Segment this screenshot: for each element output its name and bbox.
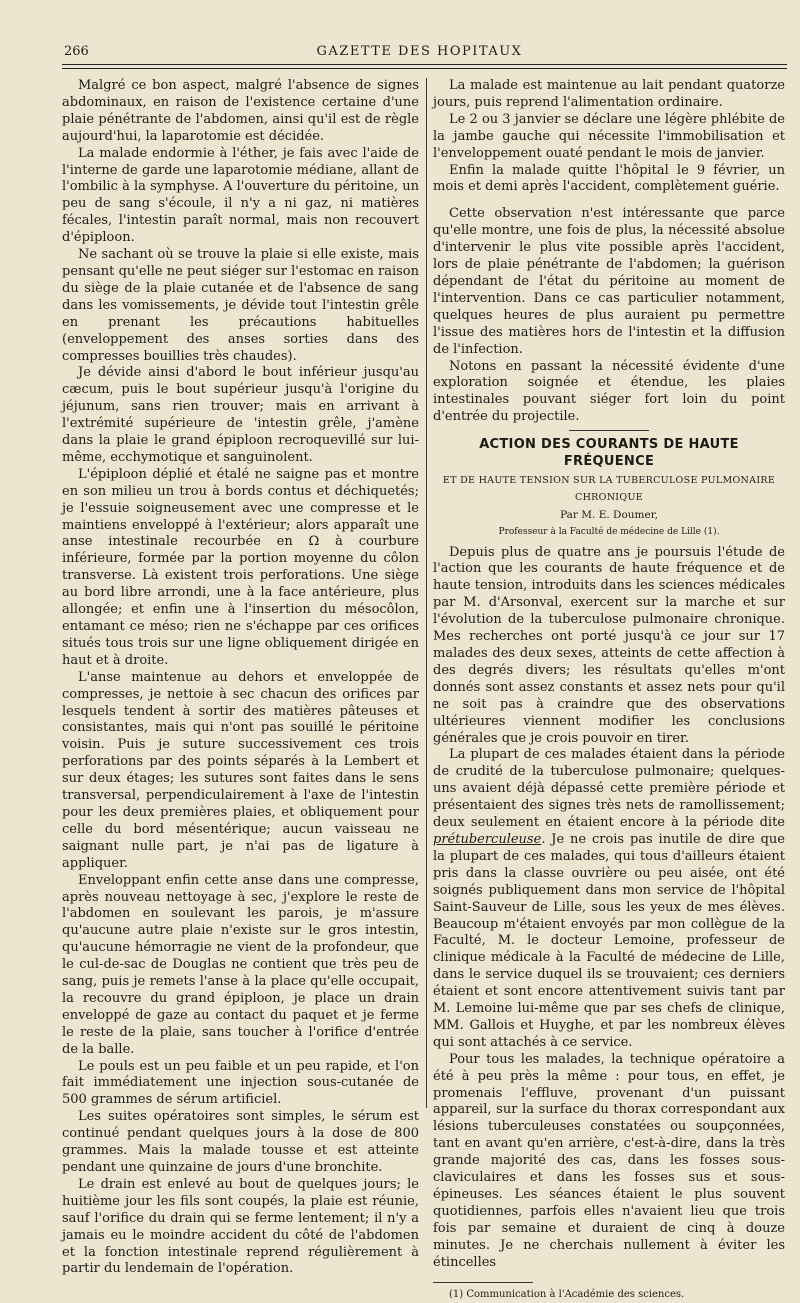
article-title: ACTION DES COURANTS DE HAUTE FRÉQUENCE	[479, 437, 739, 470]
article-author: Par M. E. Doumer,	[560, 508, 658, 521]
footnote: (1) Communication à l'Académie des sciences.	[449, 1288, 685, 1300]
paragraph: La malade endormie à l'éther, je fais avec l'aide de l'interne de garde une laparotomie médiane, allant de l'ombilic à la symphyse. A l'ouverture du péritoine, un peu de sang s'écoule, il n'y a ni gaz, ni matières fécales, l'intestin paraît normal, mais non recouvert d'épiploon.	[62, 145, 419, 246]
paragraph: L'anse maintenue au dehors et enveloppée de compresses, je nettoie à sec chacun des orifices par lesquels tendent à sortir des matières pâteuses et consistantes, mais qui n'ont pas souillé le péritoine voisin. Puis je suture successivement ces trois perforations par des points séparés à la Lembert et sur deux étages; les sutures sont faites dans le sens transversal, perpendiculairement à l'axe de l'intestin pour les deux premières plaies, et obliquement pour celle du bord mésentérique; aucun vaisseau ne saignant nulle part, je n'ai pas de ligature à appliquer.	[62, 669, 419, 871]
page-header	[52, 38, 787, 58]
paragraph: Malgré ce bon aspect, malgré l'absence de signes abdominaux, en raison de l'existence certaine d'une plaie pénétrante de l'abdomen, ainsi qu'il est de règle aujourd'hui, la laparotomie est décidée.	[62, 78, 419, 144]
journal-title: GAZETTE DES HOPITAUX	[316, 44, 523, 59]
paragraph: Notons en passant la nécessité évidente d'une exploration soignée et étendue, les plaies intestinales pouvant siéger fort loin du point d'entrée du projectile.	[433, 358, 785, 425]
text-run: . Je ne crois pas inutile de dire que la plupart de ces malades, qui tous d'ailleurs étaient pris dans la classe ouvrière ou peu aisée, ont été soignés publiquement dans mon service de l'hôpital Saint-Sauveur de Lille, sous les yeux de mes élèves. Beaucoup m'étaient envoyés par mon collègue de la Faculté, M. le docteur Lemoine, professeur de clinique médicale à la Faculté de médecine de Lille, dans le service duquel ils se trouvaient; ces derniers étaient et sont encore attentivement suivis tant par M. Lemoine lui-même que par ses chefs de clinique, MM. Gallois et Huyghe, et par les nombreux élèves qui sont attachés à ce service.	[433, 831, 785, 1050]
paragraph: Je dévide ainsi d'abord le bout inférieur jusqu'au cæcum, puis le bout supérieur jusqu'à l'origine du jéjunum, sans rien trouver; mais en arrivant à l'extrémité supérieure de 'intestin grêle, j'amène dans la plaie le grand épiploon recroquevillé sur lui-même, ecchymotique et sanguinolent.	[62, 365, 419, 465]
section-spacer	[433, 196, 785, 206]
paragraph: Enveloppant enfin cette anse dans une compresse, après nouveau nettoyage à sec, j'explore le reste de l'abdomen en soulevant les parois, je m'assure qu'aucune autre plaie n'existe sur le gros intestin, qu'aucune hémorragie ne vient de la profondeur, que le cul-de-sac de Douglas ne contient que très peu de sang, puis je remets l'anse à la place qu'elle occupait, la recouvre du grand épiploon, je place un drain enveloppé de gaze au contact du paquet et je ferme le reste de la plaie, sans toucher à l'orifice d'entrée de la balle.	[62, 872, 419, 1057]
right-column	[433, 78, 785, 1303]
section-divider	[569, 430, 649, 431]
header-rule	[62, 64, 787, 65]
header-rule-thin	[62, 68, 787, 69]
italic-term: prétuberculeuse	[433, 831, 542, 847]
page-number: 266	[64, 44, 89, 59]
paragraph: Enfin la malade quitte l'hôpital le 9 février, un mois et demi après l'accident, complètement guérie.	[433, 162, 785, 195]
paragraph: Depuis plus de quatre ans je poursuis l'étude de l'action que les courants de haute fréquence et de haute tension, introduits dans les sciences médicales par M. d'Arsonval, exercent sur la marche et sur l'évolution de la tuberculose pulmonaire chronique. Mes recherches ont porté jusqu'à ce jour sur 17 malades des deux sexes, atteints de cette affection à des degrés divers; les résultats qu'elles m'ont donnés sont assez constants et assez nets pour qu'il ne soit pas à craindre que des observations ultérieures viennent modifier les conclusions générales que je crois pouvoir en tirer.	[433, 544, 785, 746]
paragraph: Le pouls est un peu faible et un peu rapide, et l'on fait immédiatement une injection sous-cutanée de 500 grammes de sérum artificiel.	[62, 1058, 419, 1108]
column-divider	[426, 78, 427, 1108]
paragraph: Le 2 ou 3 janvier se déclare une légère phlébite de la jambe gauche qui nécessite l'immobilisation et l'enveloppement ouaté pendant le mois de janvier.	[433, 111, 785, 161]
left-column	[62, 78, 419, 1278]
paragraph: Les suites opératoires sont simples, le sérum est continué pendant quelques jours à la dose de 800 grammes. Mais la malade tousse et est atteinte pendant une quinzaine de jours d'une bronchite.	[62, 1109, 419, 1175]
paragraph: La malade est maintenue au lait pendant quatorze jours, puis reprend l'alimentation ordinaire.	[433, 78, 785, 110]
footnote-rule	[433, 1282, 533, 1283]
paragraph: Cette observation n'est intéressante que parce qu'elle montre, une fois de plus, la nécessité absolue d'intervenir le plus vite possible après l'accident, lors de plaie pénétrante de l'abdomen; la guérison dépendant de l'état du péritoine au moment de l'intervention. Dans ce cas particulier notamment, quelques heures de plus auraient pu permettre l'issue des matières hors de l'intestin et la diffusion de l'infection.	[433, 206, 785, 357]
text-run: La plupart de ces malades étaient dans la période de crudité de la tuberculose pulmonaire; quelques-uns avaient déjà dépassé cette première période et présentaient des signes très nets de ramollissement; deux seulement en étaient encore à la période dite	[433, 747, 785, 831]
author-affiliation: Professeur à la Faculté de médecine de Lille (1).	[498, 526, 720, 537]
paragraph: Le drain est enlevé au bout de quelques jours; le huitième jour les fils sont coupés, la plaie est réunie, sauf l'orifice du drain qui se ferme lentement; il n'y a jamais eu le moindre accident du côté de l'abdomen et la fonction intestinale reprend régulièrement à partir du lendemain de l'opération.	[62, 1176, 419, 1277]
paragraph: L'épiploon déplié et étalé ne saigne pas et montre en son milieu un trou à bords contus et déchiquetés; je l'essuie soigneusement avec une compresse et le maintiens enveloppé à l'extérieur; alors apparaît une anse intestinale recourbée en Ω à courbure inférieure, formée par la portion moyenne du côlon transverse. Là existent trois perforations. Une siège au bord libre arrondi, une à la face antérieure, plus allongée; et enfin une à l'insertion du mésocôlon, entamant ce méso; rien ne s'échappe par ces orifices situés tous trois sur une ligne obliquement dirigée en haut et à droite.	[62, 466, 419, 668]
paragraph: Pour tous les malades, la technique opératoire a été à peu près la même : pour tous, en effet, je promenais l'effluve, provenant d'un puissant appareil, sur la surface du thorax correspondant aux lésions tuberculeuses constatées ou soupçonnées, tant en avant qu'en arrière, c'est-à-dire, dans la très grande majorité des cas, dans les fosses sous-claviculaires et dans les fosses sus et sous-épineuses. Les séances étaient le plus souvent quotidiennes, parfois elles n'avaient lieu que trois fois par semaine et duraient de cinq à douze minutes. Je ne cherchais nullement à éviter les étincelles	[433, 1051, 785, 1270]
paragraph: Ne sachant où se trouve la plaie si elle existe, mais pensant qu'elle ne peut siéger sur l'estomac en raison du siège de la plaie cutanée et de l'absence de sang dans les vomissements, je dévide tout l'intestin grêle en prenant les précautions habituelles (enveloppement des anses sorties dans des compresses bouillies très chaudes).	[62, 247, 419, 364]
paragraph	[433, 747, 785, 1051]
article-subtitle: ET DE HAUTE TENSION SUR LA TUBERCULOSE PULMONAIRE CHRONIQUE	[442, 474, 776, 503]
